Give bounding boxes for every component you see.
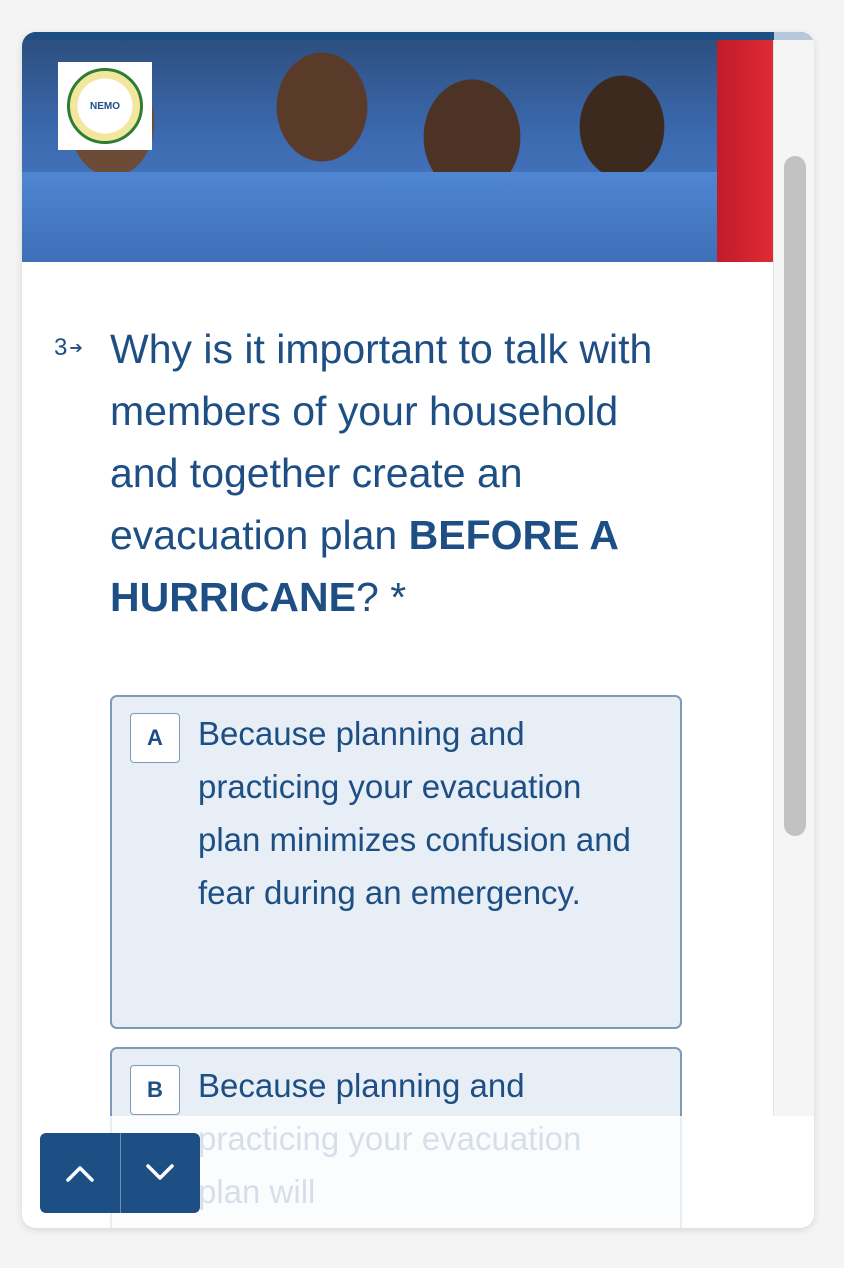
top-accent-bar-end <box>774 32 814 40</box>
option-label: Because planning and <box>198 1067 525 1104</box>
header-image-children <box>22 172 773 262</box>
arrow-right-icon: ➔ <box>69 340 83 357</box>
logo-emblem <box>67 68 143 144</box>
chevron-up-icon <box>65 1163 95 1183</box>
form-frame <box>22 32 814 1228</box>
question-number-label: 3 <box>54 334 68 361</box>
question-number <box>54 334 83 362</box>
header-image <box>22 32 773 262</box>
question-text-emphasis: BEFORE A HURRICANE <box>110 512 618 620</box>
header-image-flag <box>717 32 773 262</box>
answer-option-a[interactable] <box>110 695 682 1029</box>
chevron-down-icon <box>145 1163 175 1183</box>
top-accent-bar <box>22 32 814 40</box>
option-key-badge: A <box>130 713 180 763</box>
question-text: Why is it important to talk with members of your household and together create an evacuation plan <box>110 326 653 558</box>
previous-question-button[interactable] <box>40 1133 121 1213</box>
nemo-logo <box>58 62 152 150</box>
next-question-button[interactable] <box>121 1133 201 1213</box>
question-required-mark: ? * <box>356 574 407 620</box>
question-navigation <box>40 1133 200 1213</box>
option-key-badge: B <box>130 1065 180 1115</box>
option-label: Because planning and practicing your evacuation plan minimizes confusion and fear during an emergency. <box>198 715 631 911</box>
question-title <box>110 318 670 628</box>
scrollbar-thumb[interactable] <box>784 156 806 836</box>
logo-text: NEMO <box>90 100 120 112</box>
scrollbar[interactable] <box>773 40 814 1116</box>
